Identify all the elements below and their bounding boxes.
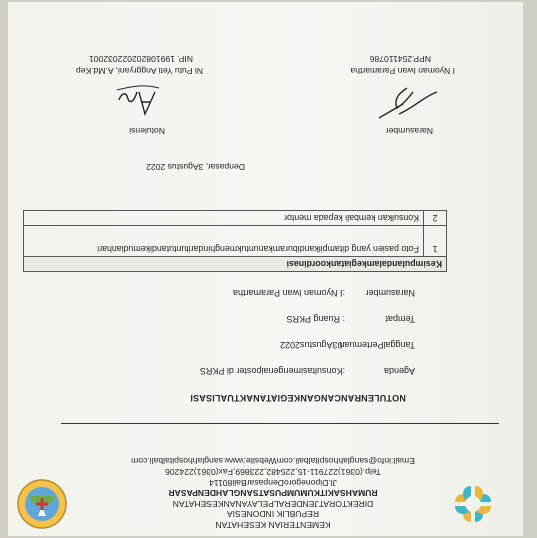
letterhead-email: Email:info@sanglahhospitalbali.comWebsite:www.sanglahhospitalbali.com	[131, 456, 415, 467]
signer-right-id: NIP. 199108202022032001	[88, 54, 193, 64]
letterhead-address: Jl.DiponegoroDenpasarBali80114	[209, 477, 337, 488]
signature-left-icon	[373, 82, 443, 122]
signer-left-id: NPP.2541107​86	[369, 54, 431, 64]
letterhead-directorate: DIREKTORATJENDERALPELAYANANKESEHATAN	[172, 498, 374, 509]
letterhead	[93, 456, 453, 530]
place-date: Denpasar, 3Agustus 2022	[146, 162, 245, 172]
document-page	[8, 2, 523, 536]
document-title: NOTULENRANCANGANKEGIATANAKTUALISASI	[190, 393, 406, 403]
signer-left-role: Narasumber	[385, 126, 433, 136]
row-number: 1	[424, 226, 447, 257]
table-header-row	[24, 257, 447, 272]
signer-right-role: Notulensi	[129, 126, 165, 136]
field-label: Tempat	[385, 314, 415, 324]
kemenkes-logo-icon	[451, 482, 495, 526]
letterhead-phone: Telp.(0361)227911-15,225482,223869,Fax(0361)224206	[165, 467, 381, 478]
conclusion-table	[23, 210, 447, 272]
table-row	[24, 211, 447, 226]
field-label: Agenda	[383, 366, 415, 376]
letterhead-ministry: KEMENTERIAN KESEHATAN	[215, 520, 331, 530]
table-row	[24, 226, 447, 257]
field-label: TanggalPertemuan	[339, 340, 415, 350]
field-value: :Konsultasimengenaiposter di PKRS	[199, 366, 345, 376]
hospital-seal-logo-icon	[16, 478, 68, 530]
signature-right-icon	[113, 82, 163, 122]
signer-left-name: I Nyoman Iwan Paramartha	[350, 66, 455, 76]
field-value: :I Nyoman Iwan Paramartha	[232, 288, 345, 298]
letterhead-republic: REPUBLIK INDONESIA	[226, 509, 320, 520]
letterhead-divider	[61, 423, 499, 424]
field-value: : Ruang PKRS	[286, 314, 345, 324]
field-label: Narasumber	[365, 288, 415, 298]
row-text: Foto pasien yang ditampilkandiburamkanuntukmenghindarituntutandikemudianhari	[24, 226, 424, 257]
letterhead-hospital: RUMAHSAKITKUMUMPUSATSANGLAHDENPASAR	[168, 488, 378, 499]
row-number: 2	[424, 211, 447, 226]
row-text: Konsulkan kembali kepada mentor	[24, 211, 424, 226]
field-value: :03Agustus2022	[279, 340, 345, 350]
table-header: Kesimpulandalamkegiatankoordinasi	[24, 257, 447, 272]
signer-right-name: Ni Putu Yeti Anggryani, A.Md.Kep	[75, 66, 203, 76]
